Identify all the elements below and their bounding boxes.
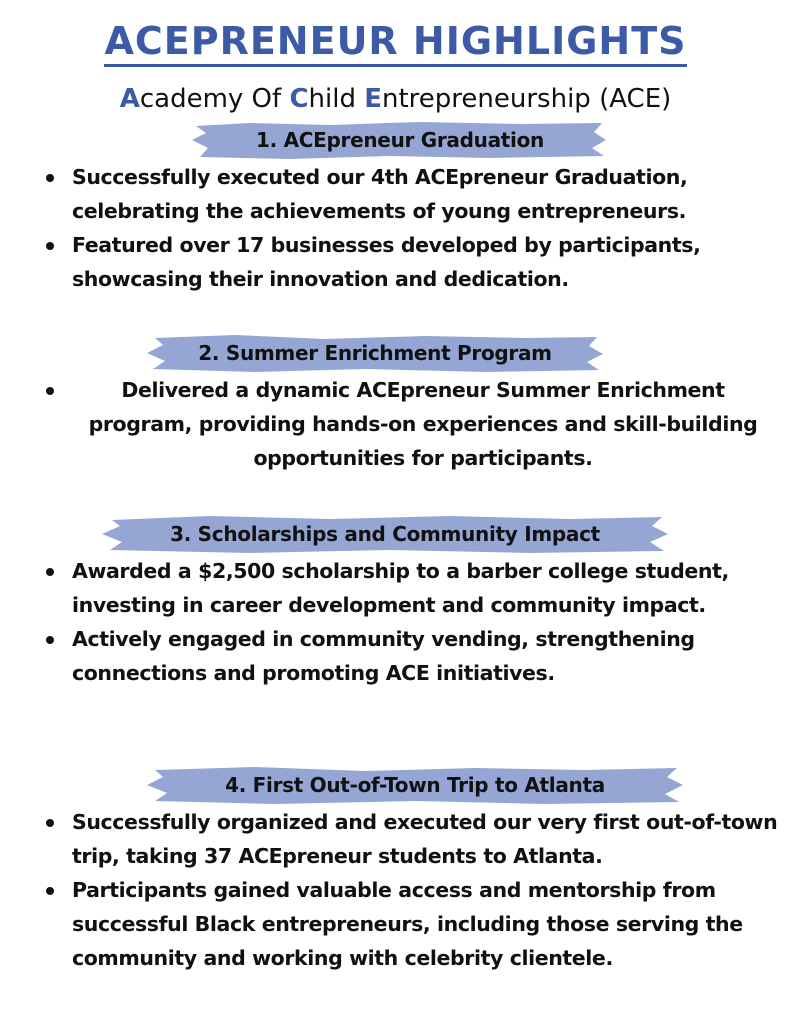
page-title-text: ACEPRENEUR HIGHLIGHTS — [104, 19, 686, 67]
section-title: 4. First Out-of-Town Trip to Atlanta — [225, 773, 605, 797]
list-item — [38, 373, 778, 475]
bullet-icon — [46, 242, 54, 250]
bullet-icon — [46, 174, 54, 182]
subtitle-part: ntrepreneurship (ACE) — [382, 84, 672, 114]
bullet-text: Successfully organized and executed our very first out-of-town trip, taking 37 ACEpreneur students to Atlanta. — [72, 810, 778, 868]
bullet-icon — [46, 887, 54, 895]
section-heading-scholarships — [100, 514, 670, 554]
list-item — [38, 805, 778, 873]
bullet-list-summer — [38, 373, 778, 475]
section-title: 3. Scholarships and Community Impact — [170, 522, 600, 546]
section-heading-graduation — [190, 120, 610, 160]
list-item — [38, 622, 778, 690]
page-subtitle — [0, 82, 791, 116]
section-heading-atlanta — [145, 765, 685, 805]
bullet-icon — [46, 387, 54, 395]
section-title: 1. ACEpreneur Graduation — [256, 128, 544, 152]
subtitle-part: A — [119, 84, 140, 114]
section-title: 2. Summer Enrichment Program — [198, 341, 552, 365]
bullet-text: Successfully executed our 4th ACEpreneur Graduation, celebrating the achievements of young entrepreneurs. — [72, 165, 688, 223]
bullet-icon — [46, 636, 54, 644]
bullet-list-scholarships — [38, 554, 778, 690]
subtitle-part: E — [364, 84, 382, 114]
bullet-text: Delivered a dynamic ACEpreneur Summer Enrichment program, providing hands-on experiences and skill-building opportunities for participants. — [88, 378, 758, 470]
bullet-text: Awarded a $2,500 scholarship to a barber college student, investing in career development and community impact. — [72, 559, 729, 617]
page-title — [0, 18, 791, 64]
bullet-list-graduation — [38, 160, 778, 296]
section-heading-summer — [145, 333, 605, 373]
bullet-text: Actively engaged in community vending, strengthening connections and promoting ACE initiatives. — [72, 627, 695, 685]
list-item — [38, 160, 778, 228]
bullet-icon — [46, 568, 54, 576]
list-item — [38, 873, 778, 975]
bullet-text: Featured over 17 businesses developed by participants, showcasing their innovation and dedication. — [72, 233, 701, 291]
subtitle-part: C — [289, 84, 309, 114]
bullet-icon — [46, 819, 54, 827]
list-item — [38, 554, 778, 622]
bullet-list-atlanta — [38, 805, 778, 975]
bullet-text: Participants gained valuable access and mentorship from successful Black entrepreneurs, including those serving the community and working with celebrity clientele. — [72, 878, 743, 970]
list-item — [38, 228, 778, 296]
subtitle-part: hild — [308, 84, 365, 114]
subtitle-part: cademy Of — [139, 84, 290, 114]
